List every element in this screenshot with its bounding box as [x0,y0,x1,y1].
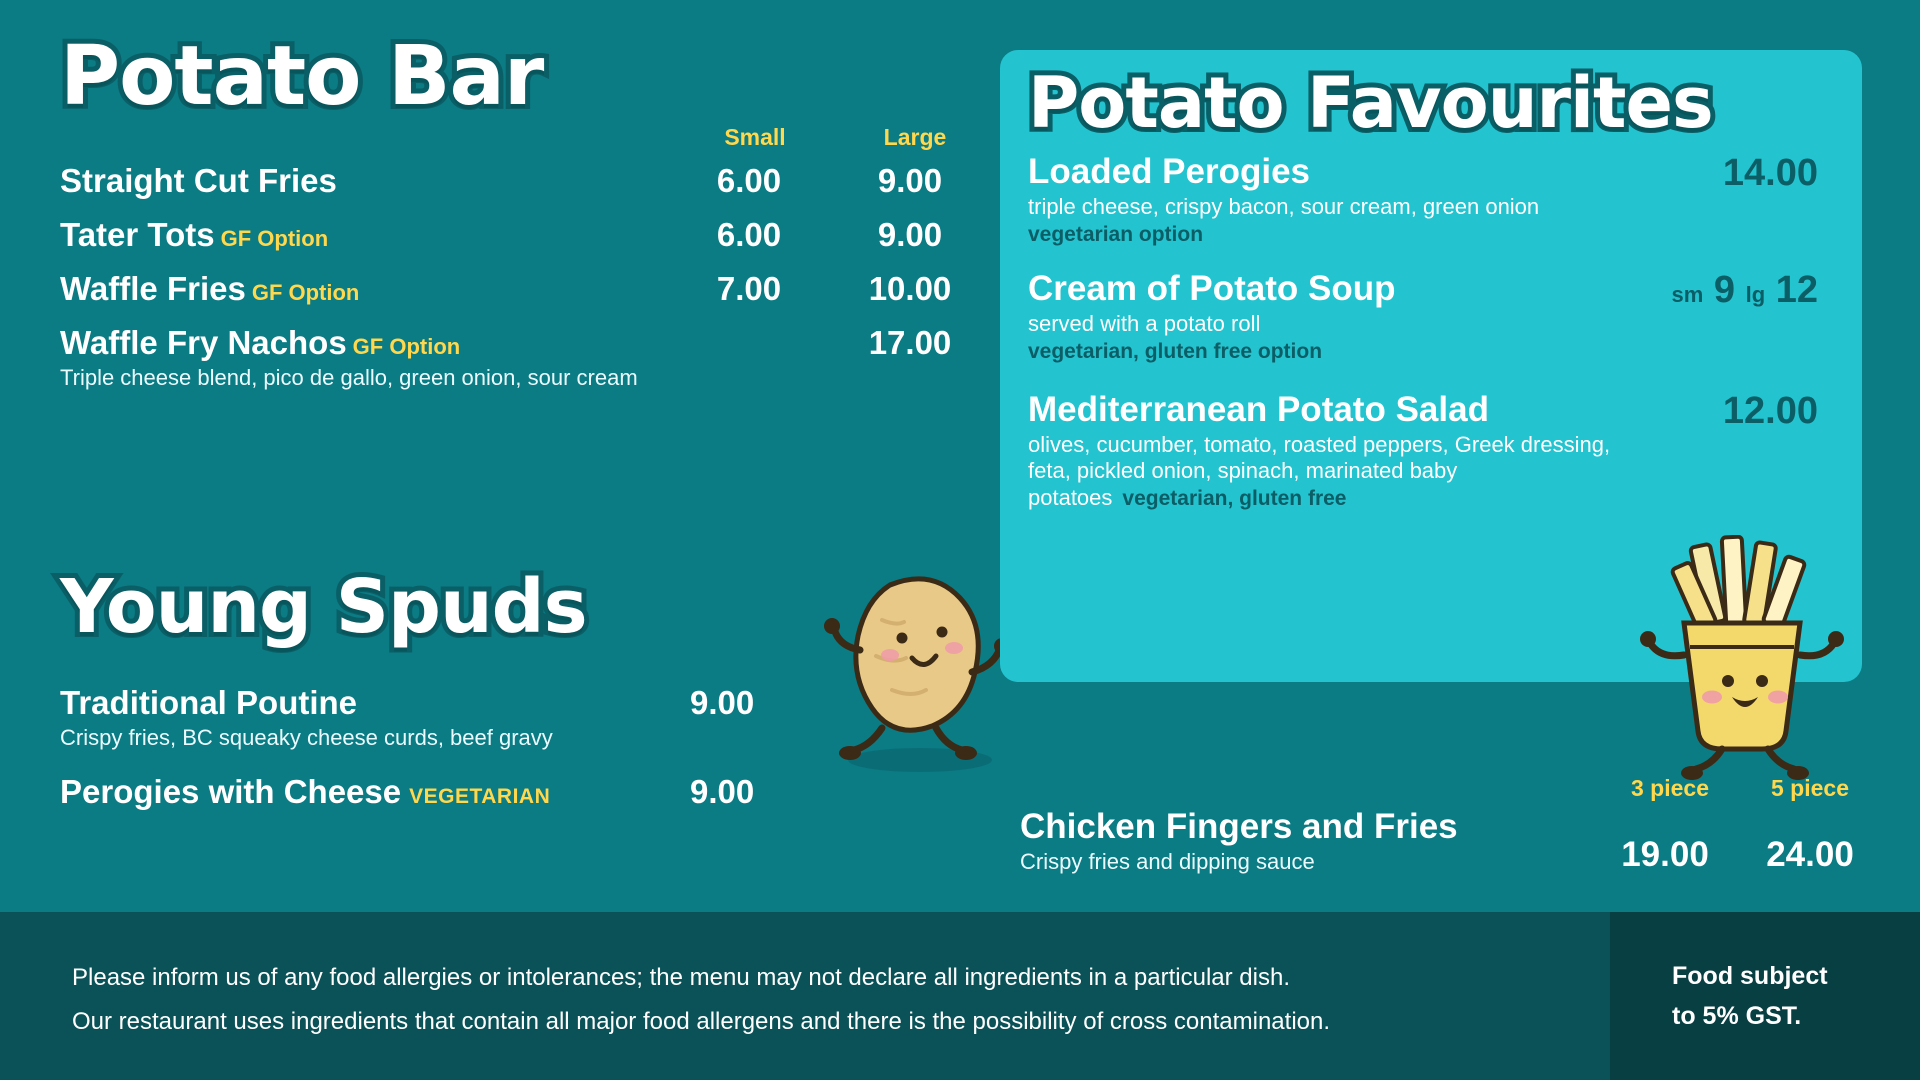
gst-notice-line-2: to 5% GST. [1672,1002,1802,1030]
item-price: 12.00 [1722,389,1818,432]
item-description: Crispy fries and dipping sauce [1020,849,1315,874]
size-price-large: 12 [1775,268,1818,311]
item-price-5-piece: 24.00 [1766,835,1854,874]
allergy-notice-line-2: Our restaurant uses ingredients that contain all major food allergens and there is the possibility of cross contamination. [72,1008,1331,1035]
item-tag: GF Option [251,280,360,305]
item-name: Mediterranean Potato Salad [1028,389,1489,429]
item-description: Crispy fries, BC squeaky cheese curds, beef gravy [60,725,553,750]
item-name: Traditional Poutine [60,684,358,721]
potato-mascot-icon [820,560,1020,780]
menu-item [1028,269,1838,364]
menu-item [60,684,880,751]
item-name: Tater Tots [60,216,215,253]
menu-item [60,324,1000,391]
footer-gst-panel [1610,912,1920,1080]
item-price-large: 9.00 [877,162,943,199]
young-spuds-title: Young Spuds [60,564,587,650]
size-price-small: 9 [1713,268,1736,311]
item-price-small: 6.00 [716,216,782,253]
column-header-5-piece: 5 piece [1771,775,1849,801]
menu-item [60,216,1000,258]
item-price: 9.00 [690,773,755,810]
item-description [1028,432,1648,512]
item-tag: vegetarian option [1028,222,1204,246]
item-name: Straight Cut Fries [60,162,337,199]
gst-notice-line-1: Food subject [1672,962,1828,990]
item-price-small: 6.00 [716,162,782,199]
item-name: Loaded Perogies [1028,152,1311,191]
size-label-large: lg [1745,281,1766,307]
item-price-large: 9.00 [877,216,943,253]
size-label-small: sm [1671,281,1704,307]
item-tag: GF Option [352,334,461,359]
potato-bar-title: Potato Bar [60,29,544,124]
allergy-notice-line-1: Please inform us of any food allergies or intolerances; the menu may not declare all ingredients in a particular dish. [72,964,1290,991]
item-description-text: olives, cucumber, tomato, roasted peppers, Greek dressing, feta, pickled onion, spinach, marinated baby potatoes [1028,431,1611,511]
item-tag: vegetarian, gluten free option [1028,339,1323,363]
column-header-large: Large [883,124,947,150]
item-tag: vegetarian, gluten free [1122,487,1347,511]
menu-item [60,270,1000,312]
item-price-large: 17.00 [868,324,952,361]
item-name: Waffle Fry Nachos [60,324,347,361]
item-price: 9.00 [690,684,755,721]
potato-favourites-title: Potato Favourites [1028,62,1713,144]
item-name: Chicken Fingers and Fries [1020,807,1458,846]
fries-mascot-icon [1640,535,1850,785]
item-price-small: 7.00 [716,270,782,307]
item-name: Waffle Fries [60,270,246,307]
item-price-large: 10.00 [868,270,952,307]
price-column-headers [60,124,1000,150]
column-header-3-piece: 3 piece [1631,775,1709,801]
menu-item [1028,152,1838,247]
item-name: Perogies with Cheese [60,773,402,810]
menu-item [1028,390,1838,512]
young-spuds-section [60,564,880,811]
item-price-3-piece: 19.00 [1621,835,1709,874]
chicken-price-column-headers [1020,775,1880,801]
item-tag: VEGETARIAN [409,785,551,808]
item-description: triple cheese, crispy bacon, sour cream, green onion [1028,194,1540,219]
potato-bar-section [60,29,1000,391]
column-header-small: Small [724,124,786,150]
item-description: Triple cheese blend, pico de gallo, green onion, sour cream [60,365,638,390]
item-name: Cream of Potato Soup [1028,268,1396,308]
footer [0,912,1920,1080]
menu-item [60,773,880,811]
menu-item [1020,807,1880,875]
menu-item [60,162,1000,204]
item-description: served with a potato roll [1028,310,1261,336]
item-price-sizes [1672,269,1818,312]
chicken-fingers-section [1020,775,1880,875]
item-tag: GF Option [220,226,329,251]
item-price: 14.00 [1722,152,1818,194]
